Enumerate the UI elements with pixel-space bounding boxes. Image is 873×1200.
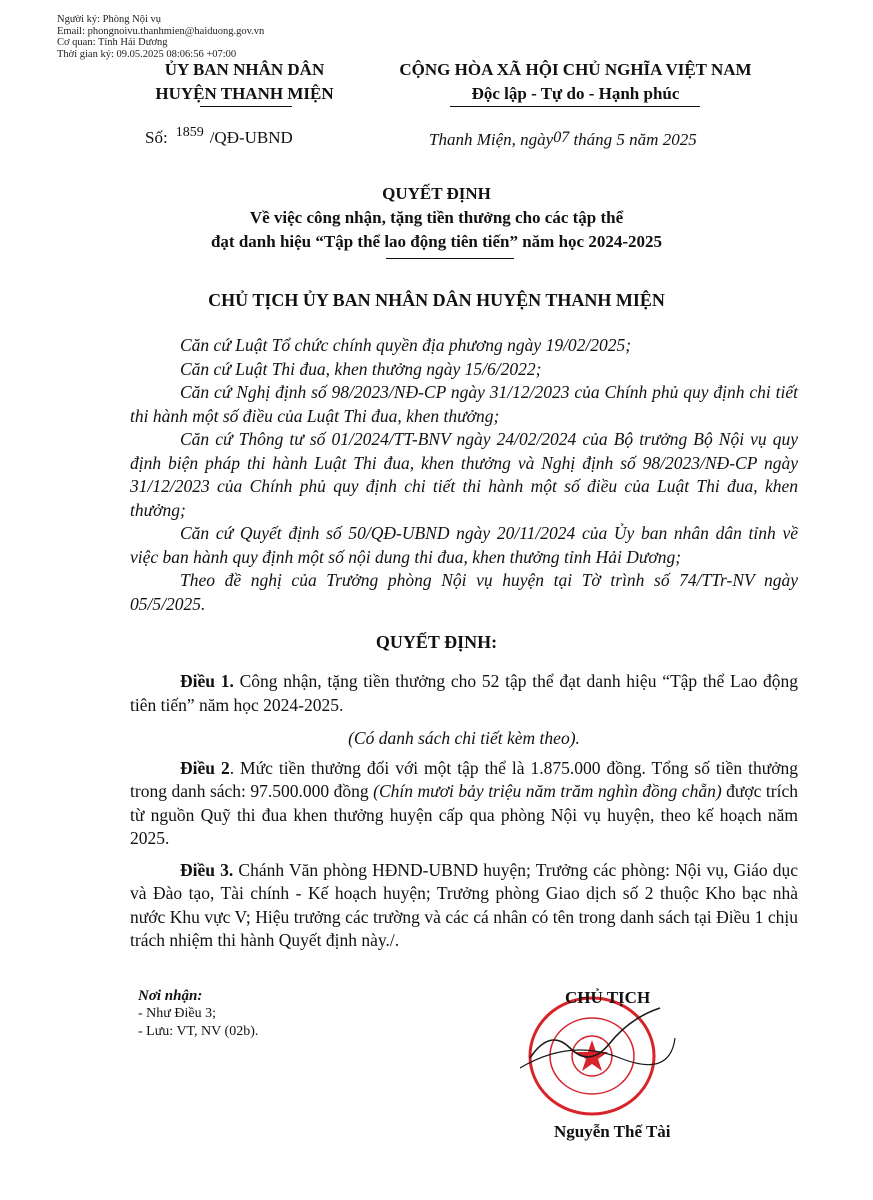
number-prefix: Số: [145, 128, 168, 147]
agency-name-line2: HUYỆN THANH MIỆN [155, 84, 334, 103]
nation-name: CỘNG HÒA XÃ HỘI CHỦ NGHĨA VIỆT NAM [399, 60, 752, 79]
document-date [429, 130, 697, 150]
time-line: Thời gian ký: 09.05.2025 08:06:56 +07:00 [57, 48, 237, 60]
title-underline [386, 258, 514, 259]
digital-signature-info [57, 14, 264, 60]
date-suffix: tháng 5 năm 2025 [569, 130, 697, 149]
basis-item: Căn cứ Luật Tổ chức chính quyền địa phương ngày 19/02/2025; [180, 335, 632, 355]
article-1-label: Điều 1. [180, 671, 234, 691]
decision-heading: QUYẾT ĐỊNH: [375, 632, 498, 652]
basis-item: Căn cứ Nghị định số 98/2023/NĐ-CP ngày 31/12/2023 của Chính phủ quy định chi tiết thi hành một số điều của Luật Thi đua, khen thưởng; [130, 382, 798, 426]
recipient-item: - Lưu: VT, NV (02b). [138, 1024, 259, 1039]
agency-underline [200, 106, 292, 107]
article-2-amount-words: (Chín mươi bảy triệu năm trăm nghìn đồng chẵn) [373, 781, 722, 801]
recipients-heading: Nơi nhận: [138, 988, 203, 1004]
document-title: QUYẾT ĐỊNH [382, 184, 491, 203]
basis-item: Căn cứ Luật Thi đua, khen thưởng ngày 15/6/2022; [180, 358, 542, 379]
nation-motto: Độc lập - Tự do - Hạnh phúc [471, 84, 680, 103]
title-subject-line1: Về việc công nhận, tặng tiền thưởng cho các tập thể [249, 208, 624, 227]
article-3-label: Điều 3. [180, 859, 234, 880]
date-prefix: Thanh Miện, ngày [429, 130, 554, 149]
basis-item: Theo đề nghị của Trưởng phòng Nội vụ huyện tại Tờ trình số 74/TTr-NV ngày 05/5/2025. [130, 570, 798, 614]
articles [130, 670, 798, 953]
agency-name-line1: ỦY BAN NHÂN DÂN [164, 60, 325, 79]
number-suffix: /QĐ-UBND [209, 128, 293, 147]
basis-item: Căn cứ Quyết định số 50/QĐ-UBND ngày 20/11/2024 của Ủy ban nhân dân tỉnh về việc ban hành quy định một số nội dung thi đua, khen thưởng tỉnh Hải Dương; [130, 523, 798, 567]
article-3 [130, 859, 798, 953]
signer-line: Người ký: Phòng Nội vụ [57, 14, 162, 25]
legal-bases [130, 334, 798, 616]
article-2-text-a: . Mức tiền thưởng đối với một tập thể là 1.875.000 đồng. Tổng số tiền thưởng trong danh sách: 97.500.000 đồng [130, 757, 798, 801]
recipients-block [138, 987, 258, 1041]
recipient-item: - Như Điều 3; [138, 1006, 216, 1021]
title-subject-line2: đạt danh hiệu “Tập thể lao động tiên tiến” năm học 2024-2025 [210, 232, 663, 251]
motto-underline [450, 106, 700, 107]
article-1 [130, 670, 798, 717]
article-2 [130, 757, 798, 851]
article-3-text: Chánh Văn phòng HĐND-UBND huyện; Trưởng các phòng: Nội vụ, Giáo dục và Đào tạo, Tài chính - Kế hoạch huyện; Trưởng phòng Giao dịch số 2 thuộc Kho bạc nhà nước Khu vực V; Hiệu trưởng các trường và các cá nhân có tên trong danh sách tại Điều 1 chịu trách nhiệm thi hành Quyết định này./. [130, 859, 799, 950]
article-1-text: Công nhận, tặng tiền thưởng cho 52 tập thể đạt danh hiệu “Tập thể Lao động tiên tiến” năm học 2024-2025. [130, 671, 798, 715]
article-2-label: Điều 2 [180, 757, 230, 778]
document-number [145, 125, 293, 148]
signer-name: Nguyễn Thế Tài [554, 1122, 671, 1141]
signer-title: CHỦ TỊCH [565, 988, 651, 1007]
article-1-note: (Có danh sách chi tiết kèm theo). [348, 728, 580, 748]
agency-line: Cơ quan: Tỉnh Hải Dương [57, 37, 168, 48]
issuing-authority: CHỦ TỊCH ỦY BAN NHÂN DÂN HUYỆN THANH MIỆN [208, 290, 665, 310]
date-day: 07 [553, 129, 570, 146]
number-value: 1859 [175, 125, 204, 140]
basis-item: Căn cứ Thông tư số 01/2024/TT-BNV ngày 24/02/2024 của Bộ trưởng Bộ Nội vụ quy định biện pháp thi hành Luật Thi đua, khen thưởng và Nghị định số 98/2023/NĐ-CP ngày 31/12/2023 của Chính phủ quy định chi tiết thi hành một số điều của Luật Thi đua, khen thưởng; [130, 429, 798, 520]
article-2-text-b: được trích từ nguồn Quỹ thi đua khen thưởng huyện cấp qua phòng Nội vụ huyện, theo kế hoạch năm 2025. [130, 781, 798, 848]
email-line: Email: phongnoivu.thanhmien@haiduong.gov.vn [57, 25, 265, 37]
